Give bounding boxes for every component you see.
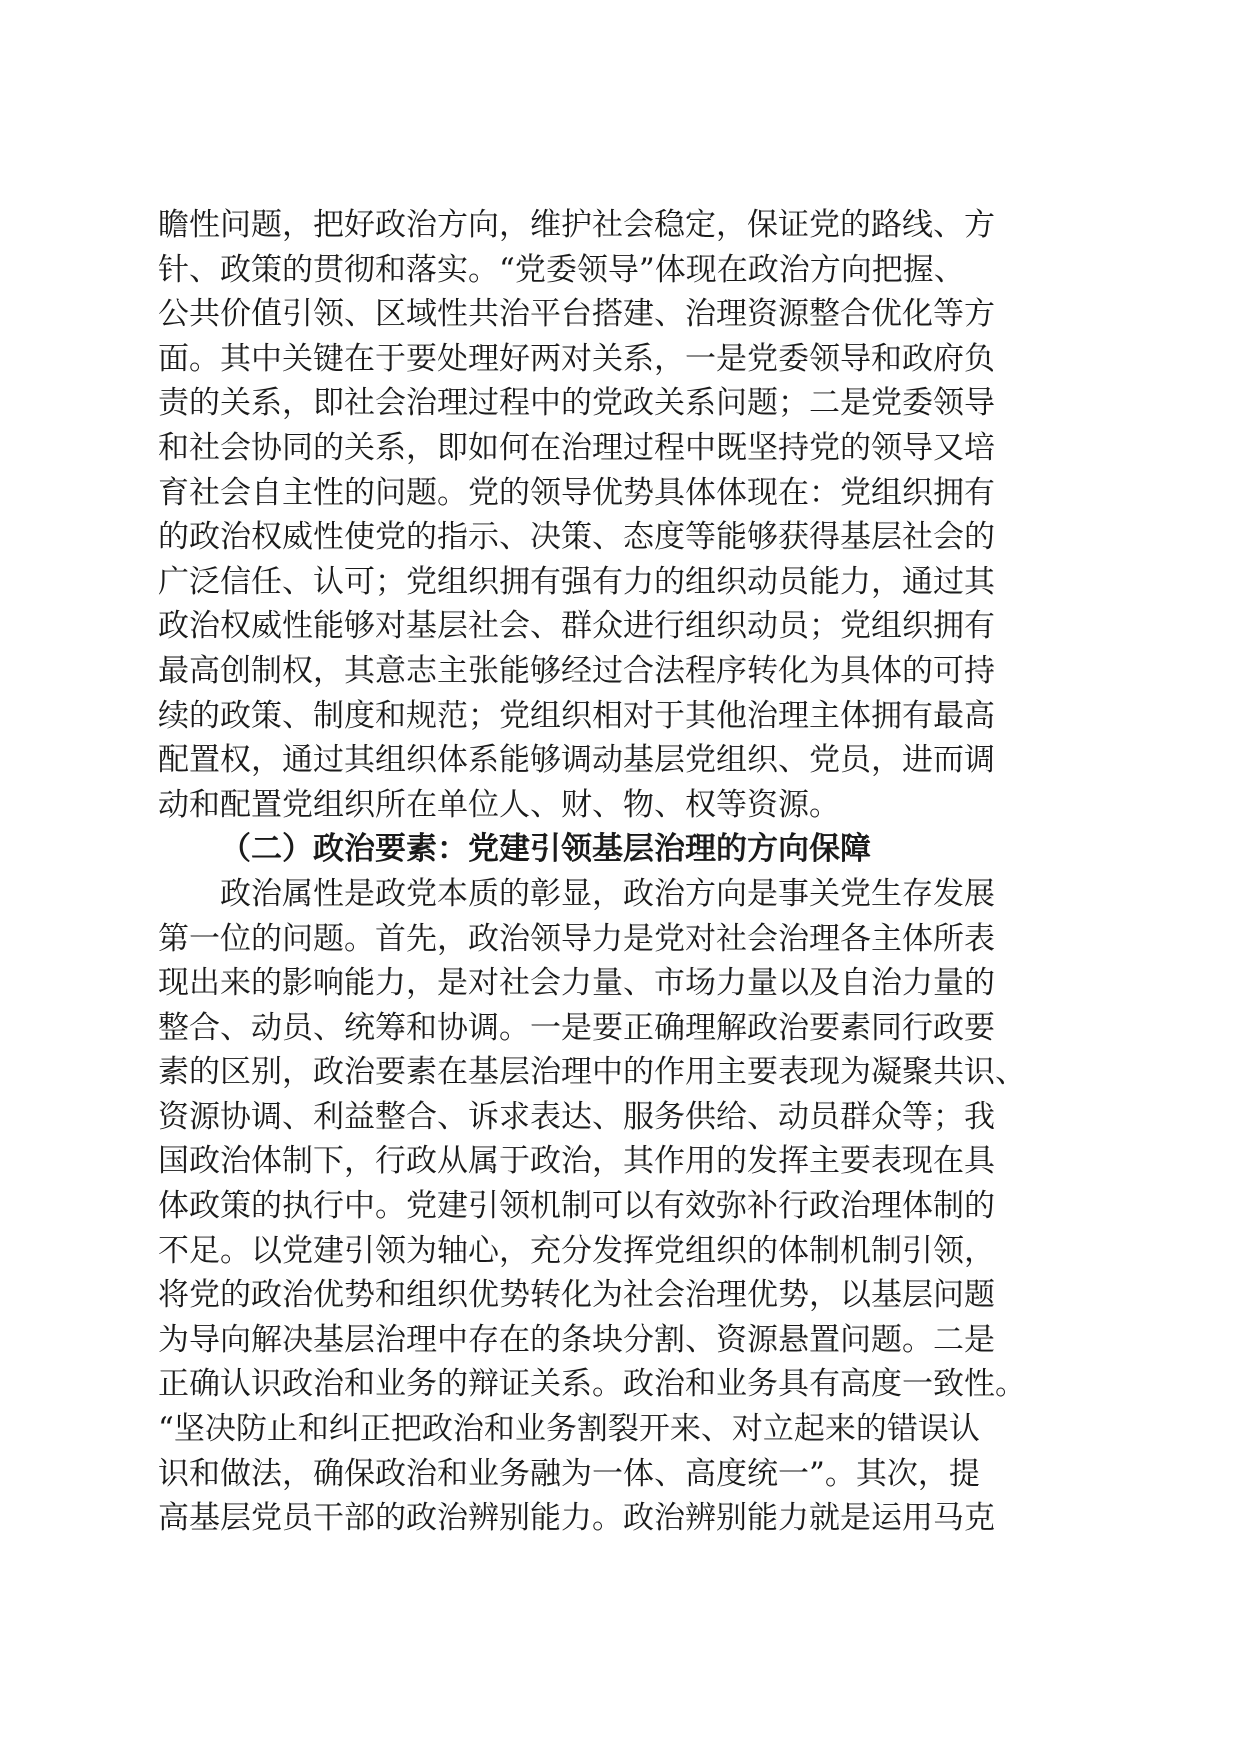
text-line: 不足。以党建引领为轴心，充分发挥党组织的体制机制引领， [158, 1232, 995, 1269]
paragraph-political-elements [158, 872, 1078, 1541]
text-line: 最高创制权，其意志主张能够经过合法程序转化为具体的可持 [158, 652, 995, 689]
text-line: 责的关系，即社会治理过程中的党政关系问题；二是党委领导 [158, 385, 995, 422]
text-line: 瞻性问题，把好政治方向，维护社会稳定，保证党的路线、方 [158, 207, 995, 243]
text-line: 现出来的影响能力，是对社会力量、市场力量以及自治力量的 [158, 965, 995, 1002]
text-line: 和社会协同的关系，即如何在治理过程中既坚持党的领导又培 [158, 429, 995, 466]
text-line: 为导向解决基层治理中存在的条块分割、资源悬置问题。二是 [158, 1321, 995, 1358]
text-line: 广泛信任、认可；党组织拥有强有力的组织动员能力，通过其 [158, 563, 995, 600]
text-line: 配置权，通过其组织体系能够调动基层党组织、党员，进而调 [158, 742, 995, 779]
section-heading [158, 827, 1078, 872]
text-line: 资源协调、利益整合、诉求表达、服务供给、动员群众等；我 [158, 1098, 995, 1135]
text-line: 高基层党员干部的政治辨别能力。政治辨别能力就是运用马克 [158, 1500, 995, 1537]
text-line: 正确认识政治和业务的辩证关系。政治和业务具有高度一致性。 [158, 1366, 1026, 1403]
document-body [158, 203, 1078, 1541]
paragraph-party-leadership [158, 203, 1078, 827]
text-line: “坚决防止和纠正把政治和业务割裂开来、对立起来的错误认 [158, 1411, 980, 1448]
text-line: 识和做法，确保政治和业务融为一体、高度统一”。其次，提 [158, 1455, 980, 1492]
text-line: 续的政策、制度和规范；党组织相对于其他治理主体拥有最高 [158, 697, 995, 734]
text-line: 的政治权威性使党的指示、决策、态度等能够获得基层社会的 [158, 519, 995, 556]
text-line: 第一位的问题。首先，政治领导力是党对社会治理各主体所表 [158, 920, 995, 957]
text-line: 将党的政治优势和组织优势转化为社会治理优势，以基层问题 [158, 1277, 995, 1314]
text-line: 面。其中关键在于要处理好两对关系，一是党委领导和政府负 [158, 340, 995, 377]
text-line: 动和配置党组织所在单位人、财、物、权等资源。 [158, 786, 840, 823]
text-line: 育社会自主性的问题。党的领导优势具体体现在：党组织拥有 [158, 474, 995, 511]
text-line: 公共价值引领、区域性共治平台搭建、治理资源整合优化等方 [158, 296, 995, 333]
text-line: 素的区别，政治要素在基层治理中的作用主要表现为凝聚共识、 [158, 1054, 1026, 1091]
text-line: 针、政策的贯彻和落实。“党委领导”体现在政治方向把握、 [158, 251, 965, 288]
text-line: 政治属性是政党本质的彰显，政治方向是事关党生存发展 [220, 875, 995, 912]
section-heading-text: （二）政治要素：党建引领基层治理的方向保障 [220, 831, 871, 868]
text-line: 整合、动员、统筹和协调。一是要正确理解政治要素同行政要 [158, 1009, 995, 1046]
text-line: 政治权威性能够对基层社会、群众进行组织动员；党组织拥有 [158, 608, 995, 645]
text-line: 国政治体制下，行政从属于政治，其作用的发挥主要表现在具 [158, 1143, 995, 1180]
text-line: 体政策的执行中。党建引领机制可以有效弥补行政治理体制的 [158, 1188, 995, 1225]
